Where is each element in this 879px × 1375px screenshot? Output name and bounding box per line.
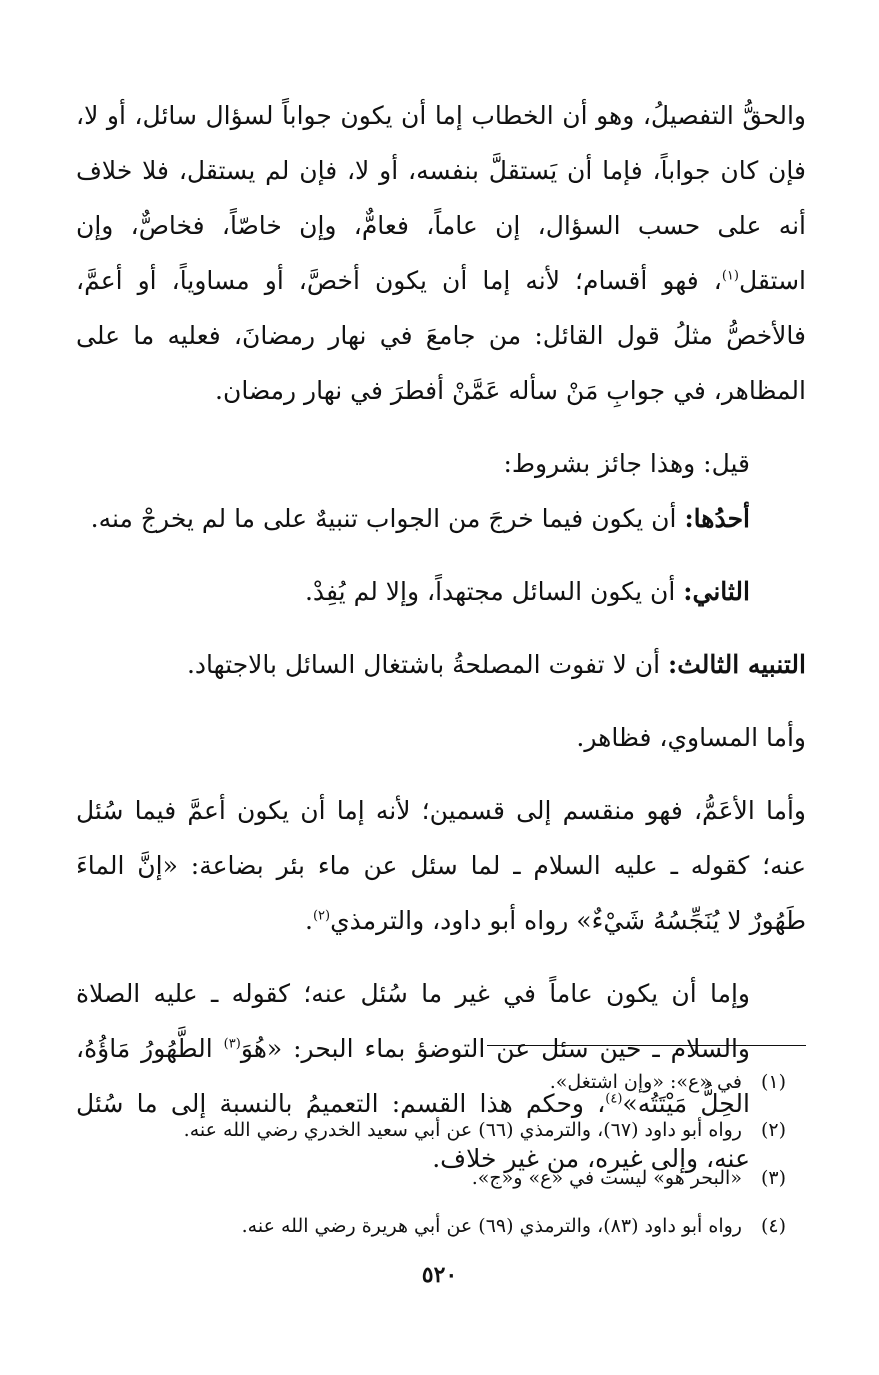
main-text [76,88,806,1186]
paragraph-2 [76,436,806,491]
footnote-ref-3: (٣) [223,1036,241,1052]
paragraph-8-text-b: الطَّهُورُ مَاؤُهُ، الحِلُّ مَيْتَتُه» [76,1034,751,1118]
paragraph-1 [76,88,806,418]
condition-2-lead: الثاني: [683,577,750,606]
footnote-1 [76,1058,786,1106]
paragraph-1-text: والحقُّ التفصيلُ، وهو أن الخطاب إما أن يكون جواباً لسؤال سائل، أو لا، فإن كان جواباً، فإما أن يَستقلَّ بنفسه، أو لا، فإن لم يستقل، فلا خلاف أنه على حسب السؤال، إن عاماً، فعامٌّ، وإن خاصّاً، فخاصٌّ، وإن استقل [76,101,806,295]
condition-3-lead: التنبيه الثالث: [668,650,806,679]
condition-2-text: أن يكون السائل مجتهداً، وإلا لم يُفِدْ. [304,577,684,606]
paragraph-6 [76,710,806,765]
condition-3-text: أن لا تفوت المصلحةُ باشتغال السائل بالاجتهاد. [186,650,669,679]
paragraph-1-tail: ، فهو أقسام؛ لأنه إما أن يكون أخصَّ، أو مساوياً، أو أعمَّ، فالأخصُّ مثلُ قول القائل: من جامعَ في نهار رمضانَ، فعليه ما على المظاهر، في جوابِ مَنْ سأله عَمَّنْ أفطرَ في نهار رمضان. [76,266,806,405]
footnote-divider [487,1045,806,1046]
paragraph-7 [76,783,806,948]
footnote-3 [76,1154,786,1202]
paragraph-7-tail: . [305,906,313,935]
paragraph-3 [76,491,806,546]
footnote-2 [76,1106,786,1154]
page-number: ٥٢٠ [421,1262,458,1288]
paragraph-7-text: وأما الأعَمُّ، فهو منقسم إلى قسمين؛ لأنه إما أن يكون أعمَّ فيما سُئل عنه؛ كقوله ـ عليه السلام ـ لما سئل عن ماء بئر بضاعة: «إنَّ الماءَ طَهُورٌ لا يُنَجِّسُهُ شَيْءٌ» رواه أبو داود، والترمذي [76,796,806,935]
footnotes [76,1058,786,1250]
footnote-ref-2: (٢) [312,908,331,924]
condition-1-text: أن يكون فيما خرجَ من الجواب تنبيهٌ على ما لم يخرجْ منه. [90,504,685,533]
footnote-number: (٤) [760,1215,786,1237]
footnote-text: في «ع»: «وإن اشتغل». [549,1071,742,1093]
paragraph-2-text: قيل: وهذا جائز بشروط: [503,449,750,478]
footnote-text: «البحر هو» ليست في «ع» و«ج». [471,1167,742,1189]
footnote-ref-1: (١) [721,268,739,284]
footnote-number: (٢) [760,1119,786,1141]
condition-1-lead: أحدُها: [684,504,750,533]
paragraph-4 [76,564,806,619]
paragraph-8-text-c: ، وحكم هذا القسم: التعميمُ بالنسبة إلى ما سُئل عنه، وإلى غيره، من غير خلاف. [76,1089,750,1173]
paragraph-8-text-a: وإما أن يكون عاماً في غير ما سُئل عنه؛ كقوله ـ عليه الصلاة والسلام ـ حين سئل عن التوضؤ بماء البحر: «هُوَ [76,979,750,1063]
footnote-4 [76,1202,786,1250]
footnote-text: رواه أبو داود (٦٧)، والترمذي (٦٦) عن أبي سعيد الخدري رضي الله عنه. [183,1119,742,1141]
paragraph-6-text: وأما المساوي، فظاهر. [576,723,806,752]
footnote-number: (١) [760,1071,786,1093]
paragraph-5 [76,637,806,692]
footnote-ref-4: (٤) [605,1091,623,1107]
footnote-number: (٣) [760,1167,786,1189]
footnote-text: رواه أبو داود (٨٣)، والترمذي (٦٩) عن أبي هريرة رضي الله عنه. [241,1215,742,1237]
